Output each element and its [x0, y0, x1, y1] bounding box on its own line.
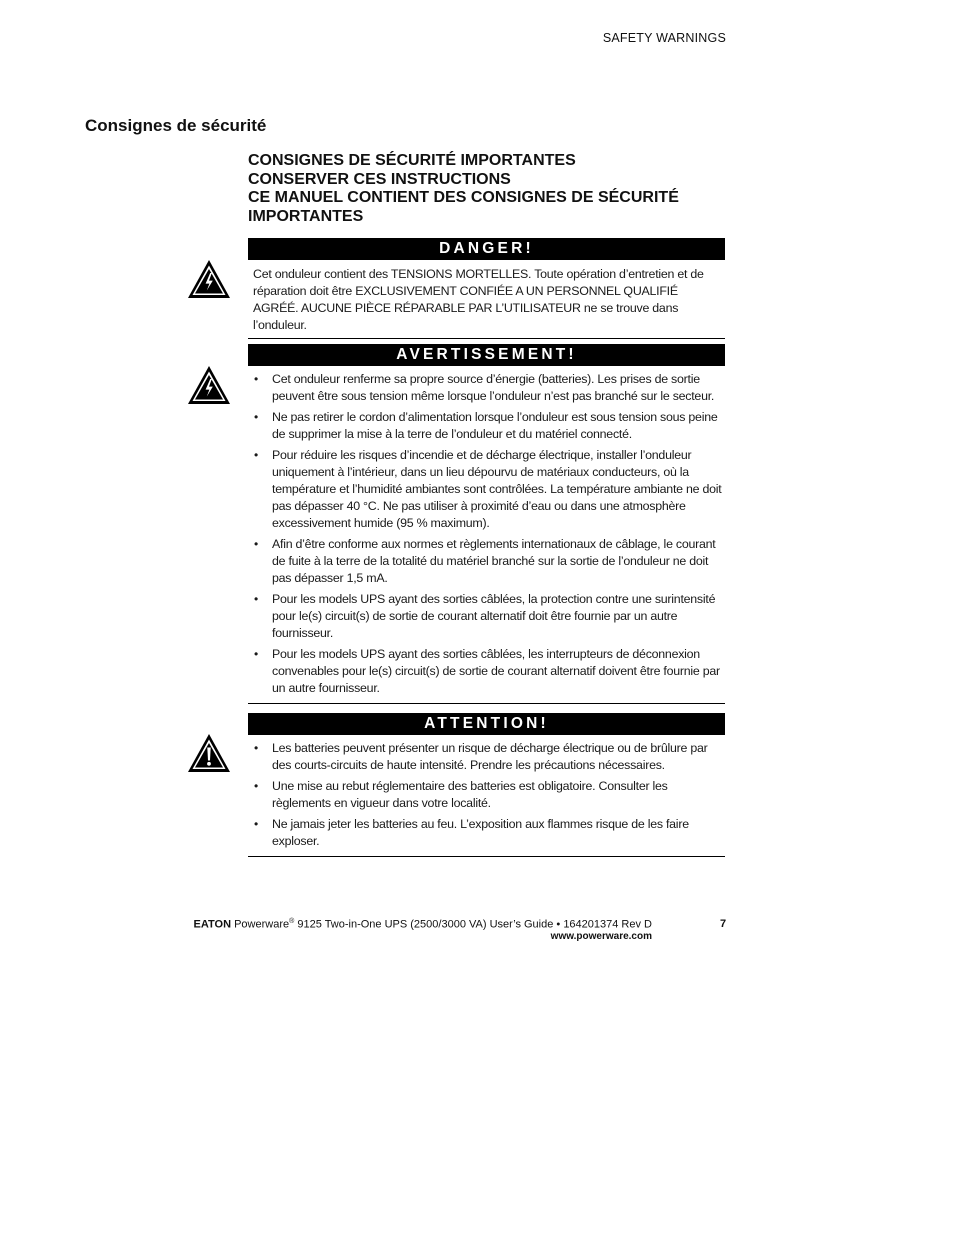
list-item: • Ne jamais jeter les batteries au feu. L’exposition aux flammes risque de les faire exploser.	[248, 816, 725, 850]
footer-line	[194, 918, 652, 931]
section-title: Consignes de sécurité	[85, 116, 267, 135]
list-item: • Pour les models UPS ayant des sorties câblées, les interrupteurs de déconnexion convenables pour le(s) circuit(s) de sortie de courant alternatif doivent être fournie par un autre fournisseur.	[248, 646, 725, 697]
attention-list	[248, 735, 725, 856]
high-voltage-icon	[186, 364, 232, 406]
attention-body	[248, 735, 725, 857]
list-item: • Cet onduleur renferme sa propre source d’énergie (batteries). Les prises de sortie peuvent être sous tension même lorsque l’onduleur n’est pas branché sur le secteur.	[248, 371, 725, 405]
warning-body	[248, 366, 725, 704]
footer-title: 9125 Two-in-One UPS (2500/3000 VA) User’s Guide • 164201374 Rev D	[297, 918, 652, 931]
danger-header: DANGER!	[248, 238, 725, 260]
important-line-1: CONSIGNES DE SÉCURITÉ IMPORTANTES	[248, 152, 576, 169]
danger-notice	[248, 238, 725, 339]
exclamation-warning-icon	[186, 732, 232, 774]
danger-text: Cet onduleur contient des TENSIONS MORTELLES. Toute opération d’entretien et de réparation doit être EXCLUSIVEMENT CONFIÉE A UN PERSONNEL QUALIFIÉ AGRÉÉ. AUCUNE PIÈCE RÉPARABLE PAR L’UTILISATEUR ne se trouve dans l’onduleur.	[253, 267, 704, 332]
list-item: • Une mise au rebut réglementaire des batteries est obligatoire. Consulter les règlements en vigueur dans votre localité.	[248, 778, 725, 812]
important-line-2: CONSERVER CES INSTRUCTIONS	[248, 170, 511, 188]
high-voltage-icon	[186, 258, 232, 300]
list-item: • Afin d’être conforme aux normes et règlements internationaux de câblage, le courant de fuite à la terre de la totalité du matériel branché sur la sortie de l’onduleur ne doit pas dépasser 1,5 mA.	[248, 536, 725, 587]
warning-header: AVERTISSEMENT!	[248, 344, 725, 366]
footer-url: www.powerware.com	[550, 931, 652, 942]
running-header: SAFETY WARNINGS	[602, 31, 726, 45]
attention-notice	[248, 713, 725, 857]
attention-header: ATTENTION!	[248, 713, 725, 735]
list-item: • Ne pas retirer le cordon d’alimentation lorsque l’onduleur est sous tension sous peine de supprimer la mise à la terre de l’onduleur et du matériel connecté.	[248, 409, 725, 443]
warning-list	[248, 366, 725, 703]
footer-product: Powerware	[234, 918, 290, 931]
footer-brand: EATON	[193, 918, 232, 931]
list-item: • Pour réduire les risques d’incendie et de décharge électrique, installer l’onduleur uniquement à l’intérieur, dans un lieu dépourvu de matériaux conducteurs, où la température et l’humidité ambiantes sont contrôlées. La température ambiante ne doit pas dépasser 40 °C. Ne pas utiliser à proximité d’eau ou dans une atmosphère excessivement humide (95 % maximum).	[248, 447, 725, 532]
registered-mark: ®	[289, 918, 295, 925]
important-line-3: CE MANUEL CONTIENT DES CONSIGNES DE SÉCURITÉ IMPORTANTES	[248, 189, 679, 225]
danger-body	[248, 260, 725, 339]
page-number: 7	[720, 918, 727, 930]
list-item: • Les batteries peuvent présenter un risque de décharge électrique ou de brûlure par des courts-circuits de haute intensité. Prendre les précautions nécessaires.	[248, 740, 725, 774]
list-item: • Pour les models UPS ayant des sorties câblées, la protection contre une surintensité pour le(s) circuit(s) de sortie de courant alternatif doit être fournie par un autre fournisseur.	[248, 591, 725, 642]
warning-notice	[248, 344, 725, 704]
important-instructions	[248, 152, 728, 226]
